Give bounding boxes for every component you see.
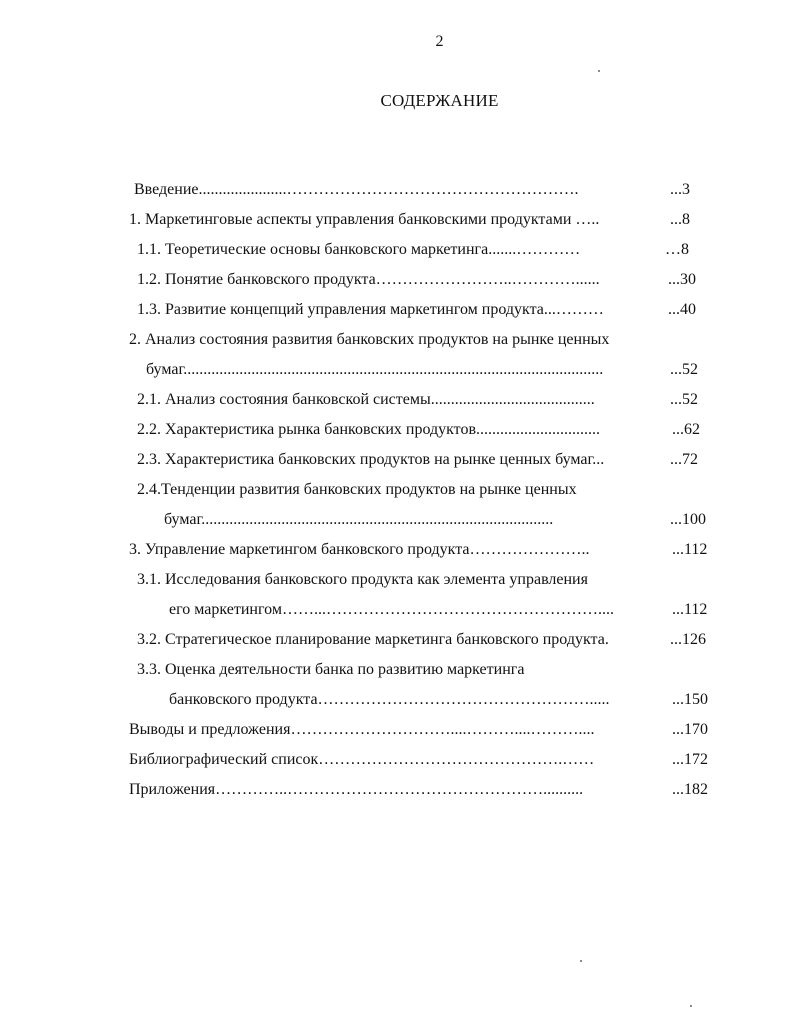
toc-entry-page: ...112: [672, 541, 708, 558]
toc-entry-text: 3.2. Стратегическое планирование маркетинга банковского продукта.: [137, 631, 609, 648]
toc-entry-page: ...100: [670, 511, 706, 528]
toc-entry-text: его маркетингом……...……………………………………………....: [169, 601, 614, 618]
toc-entry-text: банковского продукта…………………………………………….....: [169, 691, 610, 708]
toc-entry-page: ...52: [670, 391, 698, 408]
toc-entry-page: …8: [665, 241, 689, 258]
toc-entry-page: ...182: [672, 781, 708, 798]
toc-entry-text: 2.2. Характеристика рынка банковских продуктов...............................: [137, 421, 601, 438]
toc-entry-text: бумаг.........................................................................................................: [146, 361, 604, 378]
toc-entry-text: 1. Маркетинговые аспекты управления банковскими продуктами …..: [129, 211, 600, 228]
toc-entry-text: Введение......................……………………………………………….: [134, 181, 579, 198]
toc-entry-text: 2.1. Анализ состояния банковской системы.........................................: [137, 391, 595, 408]
toc-entry-page: ...30: [668, 271, 696, 288]
toc-entry-text: Библиографический список……………………………………….……: [129, 751, 595, 768]
toc-entry-text: 3.3. Оценка деятельности банка по развитию маркетинга: [137, 661, 525, 678]
toc-entry-page: ...40: [668, 301, 696, 318]
scan-speck: [580, 960, 582, 962]
toc-entry-page: ...172: [672, 751, 708, 768]
toc-title: СОДЕРЖАНИЕ: [380, 91, 499, 110]
toc-entry-text: 3.1. Исследования банковского продукта как элемента управления: [137, 571, 588, 588]
toc-entry-page: ...150: [672, 691, 708, 708]
toc-entry-page: ...126: [670, 631, 706, 648]
toc-entry-text: 3. Управление маркетингом банковского продукта…………………..: [129, 541, 590, 558]
toc-entry-text: 1.1. Теоретические основы банковского маркетинга.......…………: [137, 241, 581, 258]
toc-entry-page: ...52: [670, 361, 698, 378]
toc-entry-text: 2. Анализ состояния развития банковских продуктов на рынке ценных: [129, 331, 610, 348]
toc-entry-text: 2.4.Тенденции развития банковских продуктов на рынке ценных: [137, 481, 577, 498]
toc-entry-page: ...170: [672, 721, 708, 738]
toc-entry-text: 2.3. Характеристика банковских продуктов на рынке ценных бумаг...: [137, 451, 605, 468]
toc-entry-text: Приложения…………..…………………………………………..........: [129, 781, 584, 798]
page-number: 2: [435, 33, 444, 50]
toc-entry-text: бумаг........................................................................................: [164, 511, 554, 528]
toc-entry-page: ...112: [672, 601, 708, 618]
toc-entry-text: 1.2. Понятие банковского продукта……………………..…………......: [137, 271, 600, 288]
toc-entry-page: ...8: [670, 211, 690, 228]
scan-speck: [690, 1005, 692, 1007]
toc-entry-text: 1.3. Развитие концепций управления маркетингом продукта...………: [137, 301, 604, 318]
toc-entry-text: Выводы и предложения…………………………....………....………....: [129, 721, 595, 738]
scan-speck: [598, 70, 600, 72]
toc-entry-page: ...3: [670, 181, 690, 198]
toc-entry-page: ...72: [670, 451, 698, 468]
toc-entry-page: ...62: [672, 421, 700, 438]
